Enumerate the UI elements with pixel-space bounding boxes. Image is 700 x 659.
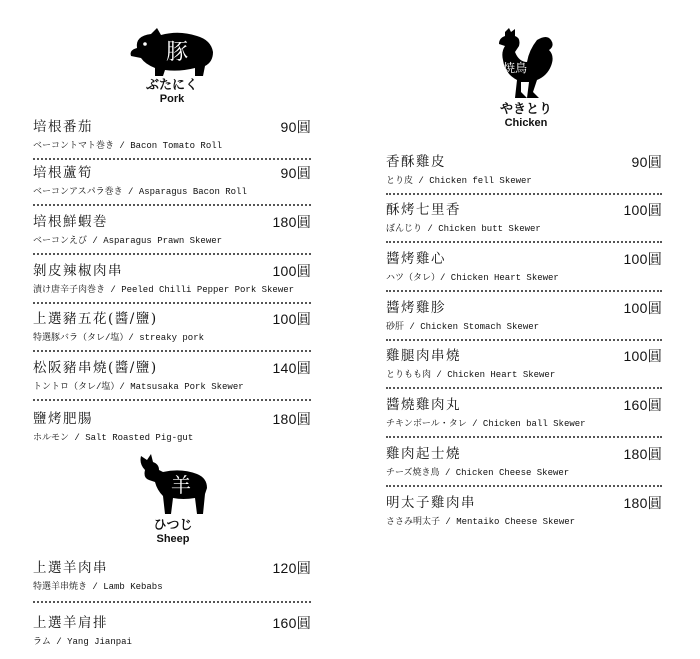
- svg-text:羊: 羊: [171, 473, 191, 497]
- menu-item: [33, 262, 311, 304]
- item-subtitle: ホルモン / Salt Roasted Pig-gut: [33, 433, 194, 443]
- item-subtitle: トントロ（タレ/塩）/ Matsusaka Pork Skewer: [33, 382, 244, 392]
- menu-item: [33, 310, 311, 352]
- item-subtitle: 漬け唐辛子肉巻き / Peeled Chilli Pepper Pork Skewer: [33, 285, 295, 295]
- item-price: 100圓: [623, 202, 662, 218]
- item-name: 明太子雞肉串: [386, 495, 476, 511]
- item-price: 100圓: [623, 348, 662, 364]
- item-name: 酥烤七里香: [386, 202, 461, 218]
- item-subtitle: 特選豚バラ（タレ/塩）/ streaky pork: [33, 333, 205, 343]
- pig-icon: [117, 26, 227, 78]
- item-name: 香酥雞皮: [386, 154, 446, 170]
- item-price: 100圓: [623, 300, 662, 316]
- menu-item: [386, 494, 662, 534]
- item-name: 培根蘆筍: [33, 165, 93, 181]
- item-subtitle: ベーコンアスパラ巻き / Asparagus Bacon Roll: [33, 187, 247, 197]
- item-subtitle: ベーコンえび / Asparagus Prawn Skewer: [33, 236, 223, 246]
- menu-item: [386, 445, 662, 487]
- menu-item: [386, 153, 662, 195]
- item-name: 上選羊肉串: [33, 560, 108, 576]
- svg-text:豚: 豚: [165, 40, 189, 65]
- item-name: 醬烤雞胗: [386, 300, 446, 316]
- menu-item: [386, 201, 662, 243]
- item-subtitle: ベーコントマト巻き / Bacon Tomato Roll: [33, 141, 223, 151]
- item-subtitle: チキンボール・タレ / Chicken ball Skewer: [386, 419, 586, 429]
- menu-item: [33, 410, 311, 450]
- item-name: 松阪豬串燒(醬/鹽): [33, 360, 158, 376]
- item-name: 醬烤雞心: [386, 251, 446, 267]
- pork-header: [117, 26, 227, 105]
- item-name: 雞腿肉串燒: [386, 348, 461, 364]
- item-name: 培根番茄: [33, 119, 93, 135]
- item-price: 90圓: [280, 119, 311, 135]
- item-price: 90圓: [280, 165, 311, 181]
- menu-item: [33, 614, 311, 654]
- item-name: 培根鮮蝦巻: [33, 214, 108, 230]
- item-subtitle: ぼんじり / Chicken butt Skewer: [386, 224, 541, 234]
- menu-item: [33, 213, 311, 255]
- item-name: 上選羊肩排: [33, 615, 108, 631]
- item-price: 180圓: [623, 446, 662, 462]
- item-price: 160圓: [272, 615, 311, 631]
- item-price: 100圓: [272, 263, 311, 279]
- chicken-title-en: Chicken: [504, 117, 548, 129]
- chicken-title-jp: やきとり: [499, 102, 552, 117]
- item-name: 上選豬五花(醬/鹽): [33, 311, 158, 327]
- item-price: 100圓: [272, 311, 311, 327]
- menu-item: [33, 164, 311, 206]
- item-name: 雞肉起士燒: [386, 446, 461, 462]
- sheep-header: [133, 450, 213, 545]
- menu-item: [33, 118, 311, 160]
- pork-title-jp: ぶたにく: [145, 78, 198, 93]
- menu-item: [33, 359, 311, 401]
- sheep-title-en: Sheep: [156, 533, 190, 545]
- item-subtitle: チーズ焼き鳥 / Chicken Cheese Skewer: [386, 468, 570, 478]
- item-price: 180圓: [623, 495, 662, 511]
- item-name: 鹽烤肥腸: [33, 411, 93, 427]
- goat-icon: [133, 450, 213, 518]
- item-subtitle: とりもも肉 / Chicken Heart Skewer: [386, 370, 556, 380]
- item-price: 120圓: [272, 560, 311, 576]
- pork-title-en: Pork: [159, 93, 185, 105]
- item-name: 醬燒雞肉丸: [386, 397, 461, 413]
- item-subtitle: とり皮 / Chicken fell Skewer: [386, 176, 532, 186]
- item-subtitle: 特選羊串焼き / Lamb Kebabs: [33, 582, 163, 592]
- menu-item: [33, 559, 311, 603]
- sheep-title-jp: ひつじ: [153, 518, 193, 533]
- item-price: 180圓: [272, 214, 311, 230]
- item-subtitle: 砂肝 / Chicken Stomach Skewer: [386, 322, 540, 332]
- item-name: 剝皮辣椒肉串: [33, 263, 123, 279]
- rooster-icon: [486, 26, 566, 102]
- menu-item: [386, 250, 662, 292]
- item-price: 100圓: [623, 251, 662, 267]
- svg-text:焼鳥: 焼鳥: [502, 61, 528, 75]
- item-price: 160圓: [623, 397, 662, 413]
- menu-item: [386, 299, 662, 341]
- item-price: 90圓: [631, 154, 662, 170]
- item-subtitle: ささみ明太子 / Mentaiko Cheese Skewer: [386, 517, 576, 527]
- menu-item: [386, 396, 662, 438]
- chicken-header: [486, 26, 566, 129]
- menu-item: [386, 347, 662, 389]
- item-price: 180圓: [272, 411, 311, 427]
- item-subtitle: ラム / Yang Jianpai: [33, 637, 132, 647]
- item-price: 140圓: [272, 360, 311, 376]
- item-subtitle: ハツ（タレ）/ Chicken Heart Skewer: [386, 273, 559, 283]
